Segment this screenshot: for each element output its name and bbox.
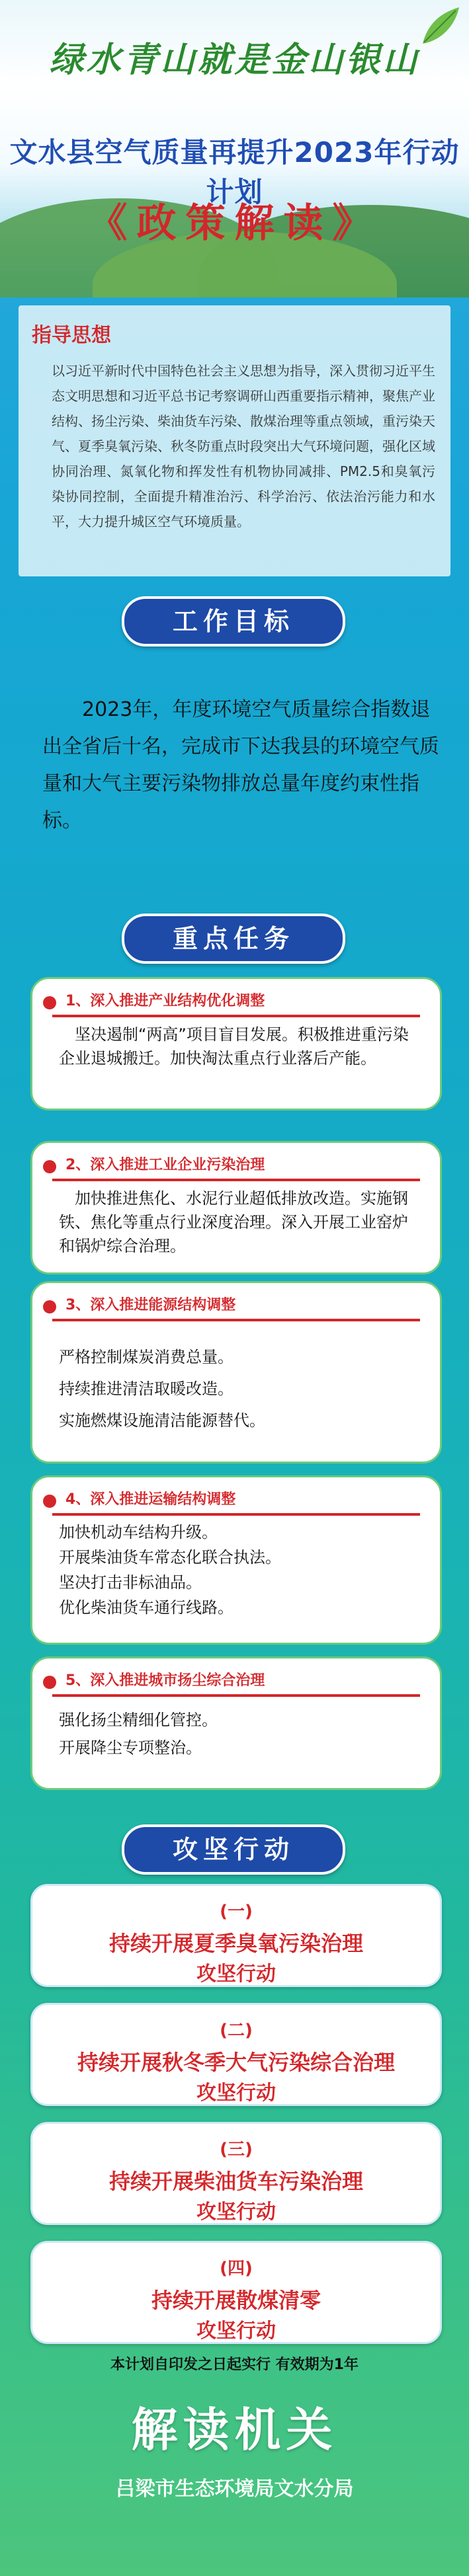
task-title: 2、深入推进工业企业污染治理 [65,1157,265,1173]
action-subtitle: 攻坚行动 [196,2320,276,2343]
action-card [30,2241,442,2344]
task-title: 4、深入推进运输结构调整 [65,1491,236,1508]
task-line: 开展柴油货车常态化联合执法。 [59,1548,281,1567]
task-card [30,1281,442,1464]
page-title: 文水县空气质量再提升2023年行动计划 [9,136,460,208]
action-subtitle: 攻坚行动 [196,2082,276,2105]
task-title-bar [52,1487,420,1516]
task-title-bar [52,1292,420,1321]
action-card [30,2003,442,2106]
org-name: 吕梁市生态环境局文水分局 [115,2478,354,2501]
task-line: 开展降尘专项整治。 [59,1738,202,1757]
action-number: (三) [220,2140,253,2160]
task-card [30,1475,442,1645]
slogan: 绿水青山就是金山银山 [49,40,420,80]
task-line: 强化扬尘精细化管控。 [59,1711,218,1729]
goal-heading: 工作目标 [122,596,345,646]
task-title: 5、深入推进城市扬尘综合治理 [65,1672,265,1689]
bullet-icon [43,1300,56,1313]
task-title-bar [52,1668,420,1697]
guide-text: 以习近平新时代中国特色社会主义思想为指导，深入贯彻习近平生态文明思想和习近平总书记考察调研山西重要指示精神，聚焦产业结构、扬尘污染、柴油货车污染、散煤治理等重点领域，重污染天气、夏季臭氧污染、秋冬防重点时段突出大气环境问题，强化区域协同治理、氮氧化物和挥发性有机物协同减排、PM2.5和臭氧污染协同控制，全面提升精准治污、科学治污、依法治污能力和水平，大力提升城区空气环境质量。 [52,363,435,529]
task-card [30,977,442,1111]
action-subtitle: 攻坚行动 [196,2201,276,2224]
task-line: 实施燃煤设施清洁能源替代。 [59,1411,265,1430]
actions-heading: 攻坚行动 [122,1824,345,1875]
action-title: 持续开展散煤清零 [151,2288,321,2313]
action-number: (二) [220,2021,253,2041]
task-line: 持续推进清洁取暖改造。 [59,1380,234,1398]
bullet-icon [43,1495,56,1508]
guide-heading: 指导思想 [32,324,111,347]
task-text-list [59,1341,416,1436]
task-title-bar [52,988,420,1017]
action-subtitle: 攻坚行动 [196,1963,276,1986]
action-number: (四) [220,2259,253,2279]
bullet-icon [43,996,56,1009]
task-card [30,1141,442,1274]
task-text: 坚决遏制“两高”项目盲目发展。积极推进重污染企业退城搬迁。加快淘汰重点行业落后产能。 [59,1025,409,1068]
org-title: 解读机关 [131,2403,338,2457]
task-title-bar [52,1152,420,1181]
hero-banner [0,0,469,297]
task-title: 3、深入推进能源结构调整 [65,1297,236,1313]
action-title: 持续开展夏季臭氧污染治理 [108,1931,363,1956]
page-subtitle: 《政策解读》 [87,200,382,247]
action-card [30,1884,442,1987]
task-line: 严格控制煤炭消费总量。 [59,1348,234,1366]
task-text-list [59,1706,416,1762]
validity-note: 本计划自印发之日起实行 有效期为1年 [110,2357,359,2373]
task-text-list [59,1520,416,1620]
guide-panel [19,305,450,576]
task-line: 优化柴油货车通行线路。 [59,1598,234,1617]
task-line: 加快机动车结构升级。 [59,1523,218,1542]
action-title: 持续开展秋冬季大气污染综合治理 [77,2050,395,2075]
task-card [30,1657,442,1790]
action-number: (一) [220,1902,253,1922]
bullet-icon [43,1160,56,1173]
task-line: 坚决打击非标油品。 [59,1573,202,1592]
task-title: 1、深入推进产业结构优化调整 [65,993,265,1009]
goal-text: 2023年，年度环境空气质量综合指数退出全省后十名，完成市下达我县的环境空气质量和大气主要污染物排放总量年度约束性指标。 [42,698,439,832]
tasks-heading: 重点任务 [122,914,345,964]
action-title: 持续开展柴油货车污染治理 [108,2169,363,2194]
action-card [30,2122,442,2225]
task-text: 加快推进焦化、水泥行业超低排放改造。实施钢铁、焦化等重点行业深度治理。深入开展工业窑炉和锅炉综合治理。 [59,1189,408,1255]
bullet-icon [43,1676,56,1689]
